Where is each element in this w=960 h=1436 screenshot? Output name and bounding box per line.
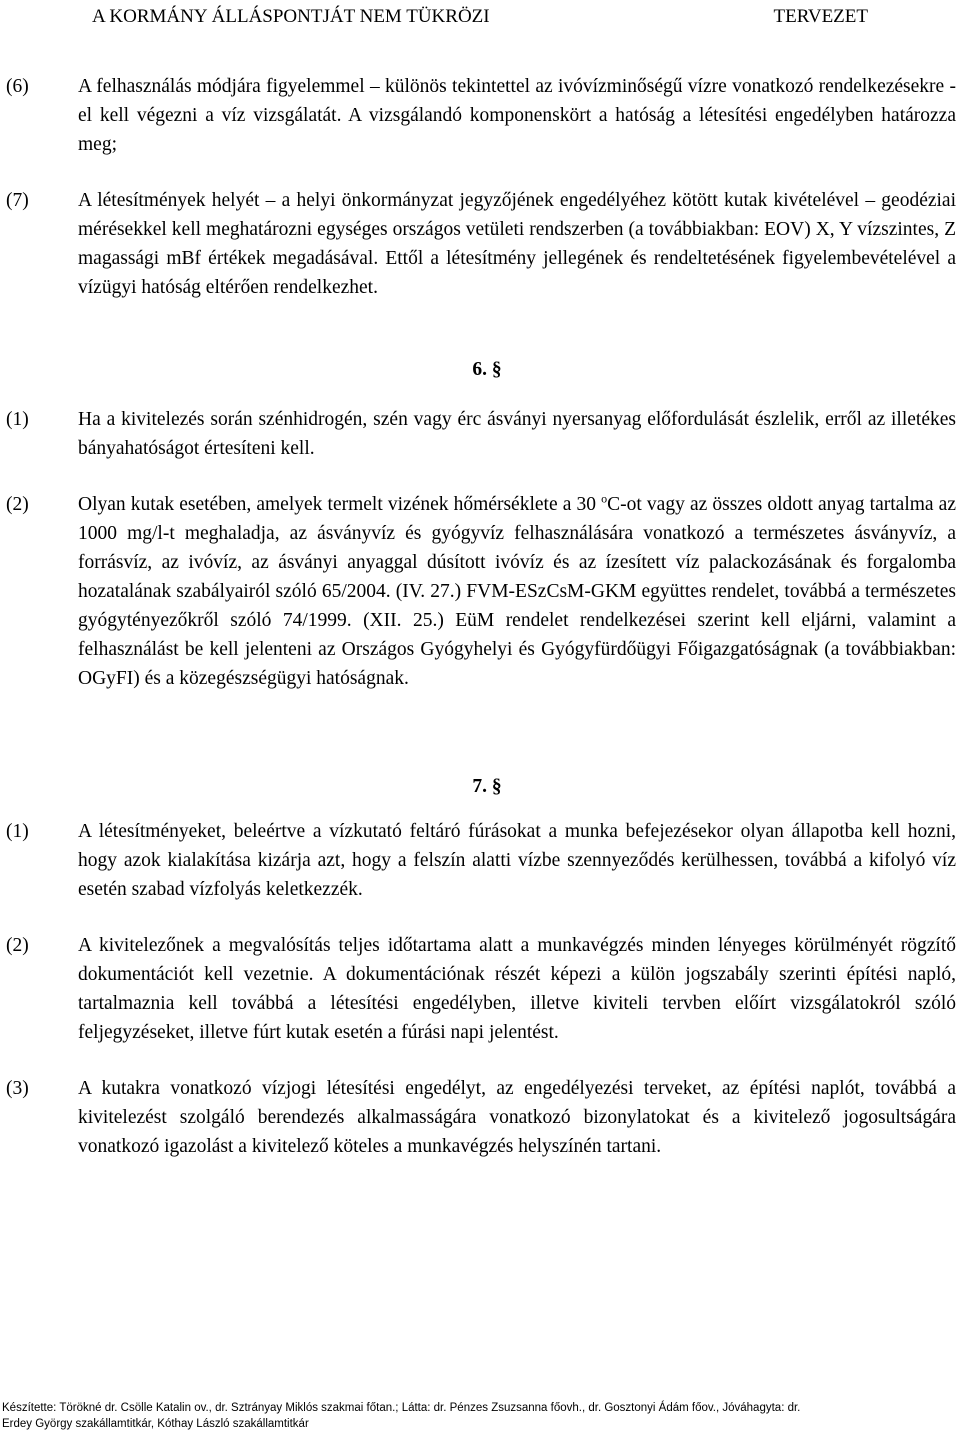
text-part-before: Olyan kutak esetében, amelyek termelt vizének hőmérséklete a 30 <box>78 494 602 515</box>
section-title: 7. § <box>472 776 502 797</box>
paragraph-number: (3) <box>6 1078 29 1099</box>
paragraph-number: (1) <box>6 821 29 842</box>
footer-line: Erdey György szakállamtitkár, Kóthay László szakállamtitkár <box>2 1418 309 1430</box>
paragraph-number: (1) <box>6 409 29 430</box>
document-body <box>0 72 960 1188</box>
text-part-after: C-ot vagy az összes oldott anyag tartalma az 1000 mg/l-t meghaladja, az ásványvíz és gyógyvíz felhasználására vonatkozó a természetes ásványvíz, a forrásvíz, az ivóvíz, az ásványi anyaggal dúsított ivóvíz és az ízesített víz palackozásának és forgalomba hozatalának szabályairól szóló 65/2004. (IV. 27.) FVM-ESzCsM-GKM együttes rendelet, továbbá a természetes gyógytényezőkről szóló 74/1999. (XII. 25.) EüM rendelet rendelkezései szerint kell eljárni, valamint a felhasználást be kell jelenteni az Országos Gyógyhelyi és Gyógyfürdőügyi Főigazgatóságnak (a továbbiakban: OGyFI) és a közegészségügyi hatóságnak. <box>78 494 956 689</box>
paragraph-text: Ha a kivitelezés során szénhidrogén, szén vagy érc ásványi nyersanyag előfordulását észlelik, erről az illetékes bányahatóságot értesíteni kell. <box>78 409 956 459</box>
section-title: 6. § <box>472 359 502 380</box>
paragraph-7-3 <box>0 1074 960 1161</box>
paragraph-number: (7) <box>6 190 29 211</box>
paragraph-number: (6) <box>6 76 29 97</box>
paragraph-text: A kivitelezőnek a megvalósítás teljes időtartama alatt a munkavégzés minden lényeges körülményét rögzítő dokumentációt kell vezetnie. A dokumentációnak részét képezi a külön jogszabály szerinti építési napló, tartalmaznia kell továbbá a létesítési engedélyben, illetve kiviteli tervben előírt vizsgálatokról szóló feljegyzéseket, illetve fúrt kutak esetén a fúrási napi jelentést. <box>78 935 956 1043</box>
paragraph-number: (2) <box>6 494 29 515</box>
section-6-heading <box>0 355 960 384</box>
paragraph-5-7 <box>0 186 960 302</box>
paragraph-6-1 <box>0 405 960 463</box>
paragraph-number: (2) <box>6 935 29 956</box>
paragraph-5-6 <box>0 72 960 159</box>
section-7-heading <box>0 772 960 801</box>
paragraph-text: A létesítmények helyét – a helyi önkormányzat jegyzőjének engedélyéhez kötött kutak kivételével – geodéziai mérésekkel kell meghatározni egységes országos vetületi rendszerben (a továbbiakban: EOV) X, Y vízszintes, Z magassági mBf értékek megadásával. Ettől a létesítmény jellegének és rendeltetésének figyelembevételével a vízügyi hatóság eltérően rendelkezhet. <box>78 190 956 298</box>
header-draft-label: TERVEZET <box>773 6 868 27</box>
page-footer <box>2 1400 800 1432</box>
paragraph-text: A kutakra vonatkozó vízjogi létesítési engedélyt, az engedélyezési terveket, az építési naplót, továbbá a kivitelezést szolgáló berendezés alkalmasságára vonatkozó bizonylatokat és a kivitelező jogosultságára vonatkozó igazolást a kivitelező köteles a munkavégzés helyszínén tartani. <box>78 1078 956 1157</box>
page-header <box>92 4 868 30</box>
paragraph-6-2 <box>0 490 960 693</box>
paragraph-7-1 <box>0 817 960 904</box>
footer-line: Készítette: Törökné dr. Csölle Katalin ov., dr. Sztrányay Miklós szakmai főtan.; Látta: dr. Pénzes Zsuzsanna főovh., dr. Gosztonyi Ádám főov., Jóváhagyta: dr. <box>2 1402 801 1414</box>
header-disclaimer: A KORMÁNY ÁLLÁSPONTJÁT NEM TÜKRÖZI <box>92 6 490 27</box>
paragraph-text: A felhasználás módjára figyelemmel – különös tekintettel az ivóvízminőségű vízre vonatkozó rendelkezésekre - el kell végezni a víz vizsgálatát. A vizsgálandó komponenskört a hatóság a létesítési engedélyben határozza meg; <box>78 76 956 155</box>
degree-superscript: o <box>601 491 608 506</box>
paragraph-7-2 <box>0 931 960 1047</box>
paragraph-text: A létesítményeket, beleértve a vízkutató feltáró fúrásokat a munka befejezésekor olyan állapotba kell hozni, hogy azok kialakítása kizárja azt, hogy a felszín alatti vízbe szennyeződés kerülhessen, továbbá a kifolyó víz esetén szabad vízfolyás keletkezzék. <box>78 821 956 900</box>
paragraph-text <box>78 490 956 693</box>
